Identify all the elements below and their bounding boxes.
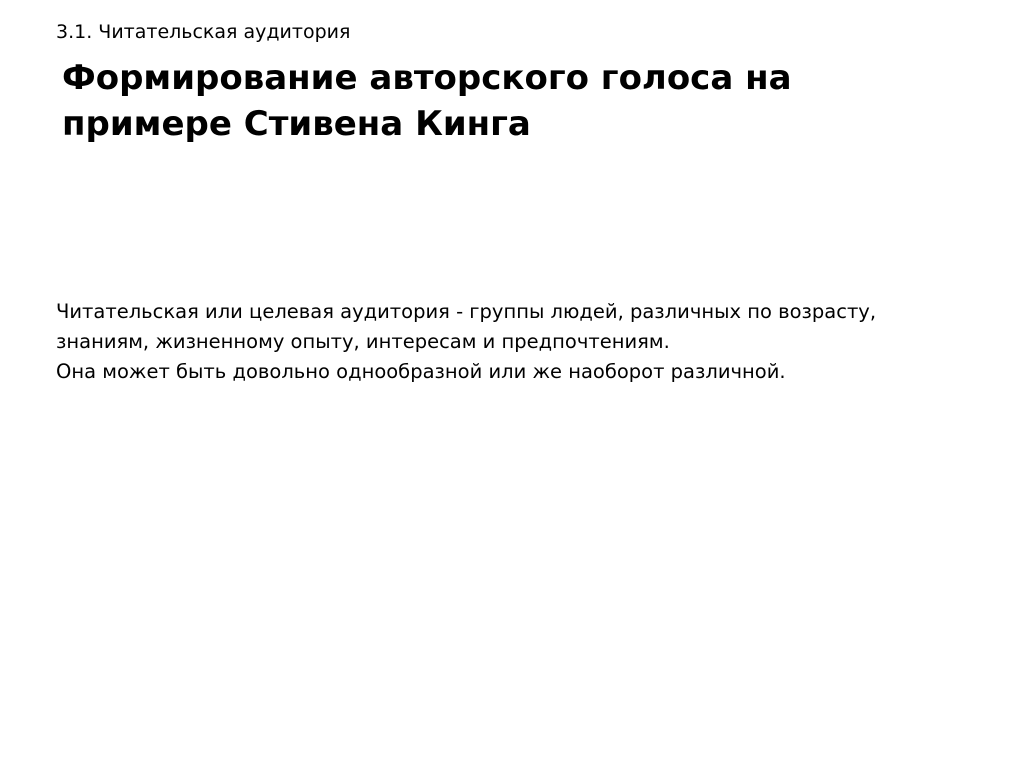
slide-title-line: примере Стивена Кинга [62, 104, 531, 144]
body-text-line: Читательская или целевая аудитория - группы людей, различных по возрасту, [56, 300, 877, 323]
slide-title-line: Формирование авторского голоса на [62, 58, 792, 98]
section-label: 3.1. Читательская аудитория [56, 21, 351, 43]
body-text-line: знаниям, жизненному опыту, интересам и предпочтениям. [56, 330, 670, 353]
body-text-line: Она может быть довольно однообразной или же наоборот различной. [56, 360, 786, 383]
body-text [56, 297, 876, 387]
slide-title [62, 55, 792, 147]
